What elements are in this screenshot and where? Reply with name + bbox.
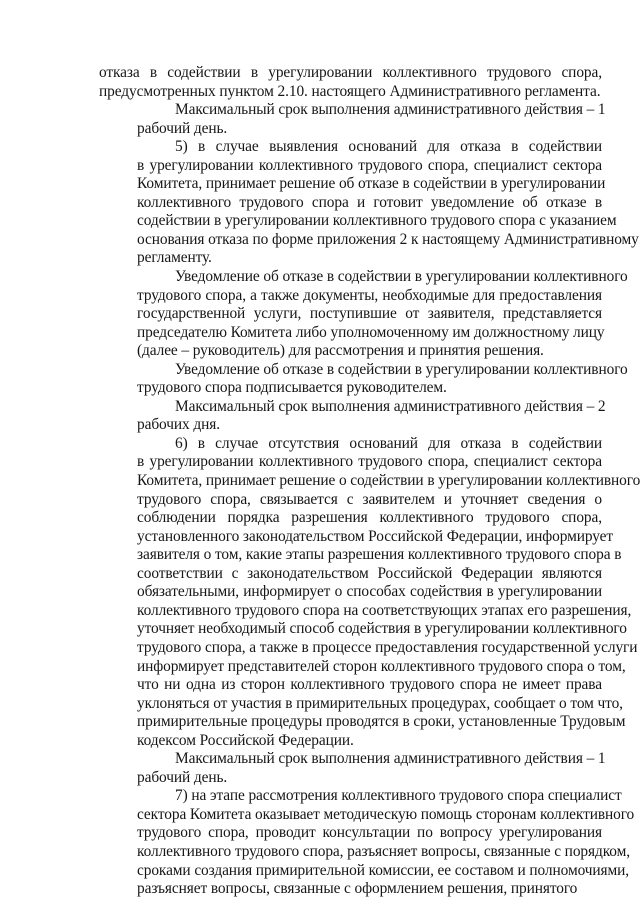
text-line: основания отказа по форме приложения 2 к настоящему Административному xyxy=(137,230,639,248)
text-line: Комитета, принимает решение об отказе в содействии в урегулировании xyxy=(137,175,606,193)
text-line: в урегулировании коллективного трудового спора, специалист сектора xyxy=(137,453,602,471)
paragraph xyxy=(99,434,640,750)
text-line: соответствии с законодательством Российской Федерации являются xyxy=(137,564,602,582)
text-line: трудового спора, а также в процессе предоставления государственной услуги xyxy=(137,638,638,656)
text-line: сектора Комитета оказывает методическую помощь сторонам коллективного xyxy=(137,805,635,823)
paragraph xyxy=(99,101,606,138)
text-line: регламенту. xyxy=(137,249,212,267)
paragraph xyxy=(99,268,628,361)
text-line: Максимальный срок выполнения административного действия – 2 xyxy=(175,397,606,415)
text-line: соблюдении порядка разрешения коллективного трудового спора, xyxy=(137,509,602,527)
text-line: коллективного трудового спора и готовит уведомление об отказе в xyxy=(137,193,602,211)
text-line: что ни одна из сторон коллективного трудового спора не имеет права xyxy=(137,676,602,694)
text-line: информирует представителей сторон коллективного трудового спора о том, xyxy=(137,657,626,675)
text-line: Уведомление об отказе в содействии в урегулировании коллективного xyxy=(175,268,628,286)
text-line: Максимальный срок выполнения административного действия – 1 xyxy=(175,101,606,119)
text-line: председателю Комитета либо уполномоченному им должностному лицу xyxy=(137,323,605,341)
text-line: рабочих дня. xyxy=(137,416,220,434)
text-line: примирительные процедуры проводятся в сроки, установленные Трудовым xyxy=(137,713,626,731)
text-line: Уведомление об отказе в содействии в урегулировании коллективного xyxy=(175,360,628,378)
text-line: отказа в содействии в урегулировании коллективного трудового спора, xyxy=(99,64,602,81)
paragraph xyxy=(99,138,639,268)
text-line: 6) в случае отсутствия оснований для отказа в содействии xyxy=(175,434,602,452)
paragraph xyxy=(99,397,606,435)
text-line: сроками создания примирительной комиссии, ее составом и полномочиями, xyxy=(137,861,630,879)
text-line: трудового спора, а также документы, необходимые для предоставления xyxy=(137,286,602,304)
text-line: уточняет необходимый способ содействия в урегулировании коллективного xyxy=(137,620,627,638)
text-line: трудового спора подписывается руководителем. xyxy=(137,379,447,397)
text-line: рабочий день. xyxy=(137,768,228,786)
text-line: трудового спора, связывается с заявителем и уточняет сведения о xyxy=(137,490,602,508)
paragraph xyxy=(99,787,635,898)
text-line: в урегулировании коллективного трудового спора, специалист сектора xyxy=(137,156,602,174)
text-line: коллективного трудового спора, разъясняет вопросы, связанные с порядком, xyxy=(137,842,631,860)
text-line: рабочий день. xyxy=(137,119,228,137)
paragraph xyxy=(99,360,628,398)
paragraph xyxy=(99,750,606,787)
text-line: трудового спора, проводит консультации по вопросу урегулирования xyxy=(137,824,602,842)
text-line: уклоняться от участия в примирительных процедурах, сообщает о том что, xyxy=(137,694,623,712)
text-line: установленного законодательством Российской Федерации, информирует xyxy=(137,527,614,545)
text-line: коллективного трудового спора на соответствующих этапах его разрешения, xyxy=(137,601,632,619)
text-line: предусмотренных пунктом 2.10. настоящего Административного регламента. xyxy=(99,82,601,100)
text-line: кодексом Российской Федерации. xyxy=(137,731,354,749)
document-body xyxy=(99,64,640,899)
text-line: заявителя о том, какие этапы разрешения коллективного трудового спора в xyxy=(137,546,622,564)
text-line: 7) на этапе рассмотрения коллективного трудового спора специалист xyxy=(175,787,622,805)
text-line: (далее – руководитель) для рассмотрения и принятия решения. xyxy=(137,342,544,360)
text-line: 5) в случае выявления оснований для отказа в содействии xyxy=(175,138,602,156)
text-line: государственной услуги, поступившие от заявителя, представляется xyxy=(137,305,602,323)
text-line: содействии в урегулировании коллективного трудового спора с указанием xyxy=(137,212,617,230)
text-line: разъясняет вопросы, связанные с оформлением решения, принятого xyxy=(137,880,578,898)
text-line: Максимальный срок выполнения административного действия – 1 xyxy=(175,750,606,768)
paragraph xyxy=(99,64,602,101)
text-line: обязательными, информирует о способах содействия в урегулировании xyxy=(137,583,602,601)
text-line: Комитета, принимает решение о содействии в урегулировании коллективного xyxy=(137,472,640,490)
